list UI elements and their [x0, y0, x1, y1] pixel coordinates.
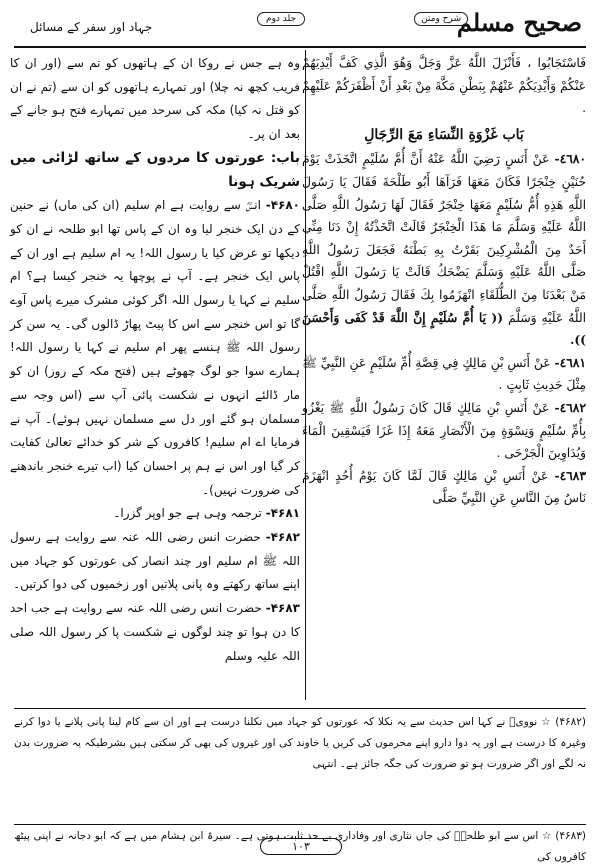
- hadith-number: ٤٦٨٣-: [554, 467, 586, 483]
- urdu-column: [10, 52, 300, 668]
- urdu-hadith-4682: [10, 526, 300, 597]
- hadith-text: انسؓ سے روایت ہے ام سلیم (ان کی ماں) نے حنین کے دن ایک خنجر لیا وہ ان کے پاس تھا ابو طلحہ نے ان کو دیکھا تو عرض کیا یا رسول اللہ! یہ ام سلیم ہے اور ان کے پاس ایک خنجر ہے۔ آپ نے پوچھا یہ خنجر کیسا ہے؟ ام سلیم نے کہا یا رسول اللہ اگر کوئی مشرک میرے پاس آوے گا تو اس خنجر سے اس کا پیٹ پھاڑ ڈالوں گی۔ یہ سن کر رسول اللہ ﷺ ہنسے پھر ام سلیم نے کہا یا رسول اللہ! ہمارے سوا جو لوگ چھوٹے ہیں (فتح مکہ کے روز) ان کو مار ڈالئے انہوں نے شکست پائی آپ سے (اس وجہ سے مسلمان ہو گئے اور دل سے مسلمان نہیں ہوئے)۔ آپ نے فرمایا اے ام سلیم! کافروں کے شر کو خدائے تعالیٰ کفایت کر گیا اور اس نے ہم پر احسان کیا (اب تیرے خنجر باندھنے کی ضرورت نہیں)۔: [10, 198, 300, 497]
- urdu-chapter-heading: باب: عورتوں کا مردوں کے ساتھ لڑائی میں شریک ہونا: [10, 149, 300, 190]
- column-divider: [305, 50, 306, 700]
- hadith-number: ۴۶۸۰-: [265, 198, 300, 213]
- hadith-number: ٤٦٨٠-: [554, 151, 586, 167]
- page-number: ۱۰۳: [260, 838, 342, 855]
- chapter-title: جہاد اور سفر کے مسائل: [30, 20, 153, 34]
- footnote-rule: [14, 708, 586, 709]
- hadith-number: ۴۶۸۱-: [265, 506, 300, 521]
- arabic-column: [302, 52, 586, 510]
- urdu-intro: وہ ہے جس نے روکا ان کے ہاتھوں کو تم سے (اور ان کا فریب کچھ نہ چلا) اور تمہارے ہاتھوں کو ان سے (تم نے ان کو قتل نہ کیا) مکہ کی سرحد میں تمہارے فتح ہو جانے کے بعد ان پر۔: [10, 56, 300, 142]
- book-title: صحيح مسلم: [456, 8, 582, 37]
- hadith-number: ٤٦٨١-: [554, 354, 586, 370]
- footnote-4682: (۴۶۸۲) ☆ نوویؒ نے کہا اس حدیث سے یہ نکلا کہ عورتوں کو جہاد میں نکلنا درست ہے اور ان سے کام لینا پانی پلانے یا دوا کرنے وغیرہ کا درست ہے اور یہ دوا دارو اپنے محرموں کی کریں یا خاوند کی اور غیروں کی بھی کر سکتی ہیں بشرطیکہ یہ ضرورت بدن نہ لگے اور اگر ضرورت ہو تو ضرورت کی جگہ جائز ہے۔ انتہی: [14, 716, 586, 770]
- hadith-text: حضرت انس رضی اللہ عنہ سے روایت ہے جب احد کا دن ہوا تو چند لوگوں نے شکست پا کر رسول اللہ صلی اللہ علیہ وسلم: [10, 601, 300, 663]
- hadith-number: ۴۶۸۲-: [265, 530, 300, 545]
- book-subtitle-badge: شرح ومتن: [414, 12, 468, 26]
- arabic-intro: فَاسْتَجَابُوا ، فَأَنْزَلَ اللَّهُ عَزَّ وَجَلَّ وَهُوَ الَّذِي كَفَّ أَيْدِيَهُمْ عَنْكُمْ وَأَيْدِيَكُمْ عَنْهُمْ بِبَطْنِ مَكَّةَ مِنْ بَعْدِ أَنْ أَظْفَرَكُمْ عَلَيْهِمْ .: [302, 56, 586, 116]
- hadith-number: ٤٦٨٢-: [554, 399, 586, 415]
- page-header: [12, 8, 588, 48]
- footnote-4683: (۴۶۸۳) ☆ اس سے ابو طلحہؓ کی جاں نثاری اور وفاداری بے حد ثابت ہوتی ہے۔ سیرۃ ابن ہشام میں ہے کہ ابو دجانہ نے اپنی پیٹھ کافروں کی: [14, 830, 586, 863]
- footnote-rule-secondary: [14, 824, 586, 825]
- footnotes: [14, 712, 586, 775]
- hadith-text: عَنْ أَنَسِ بْنِ مَالِكٍ فِي قِصَّةِ أُمِّ سُلَيْمٍ عَنِ النَّبِيِّ ﷺ مِثْلَ حَدِيثِ ثَابِتٍ .: [302, 355, 586, 393]
- arabic-hadith-4681: [302, 352, 586, 397]
- urdu-hadith-4681: [10, 502, 300, 526]
- arabic-chapter-heading: بَاب غَزْوَةِ النِّسَاءِ مَعَ الرِّجَالِ: [364, 126, 524, 143]
- hadith-text: حضرت انس رضی اللہ عنہ سے روایت ہے رسول اللہ ﷺ ام سلیم اور چند انصار کی عورتوں کو جہاد میں اپنے ساتھ رکھتے وہ پانی پلاتیں اور زخمیوں کی دوا کرتیں۔: [10, 530, 300, 592]
- hadith-text: عَنْ أَنَسٍ رَضِيَ اللَّهُ عَنْهُ أَنَّ أُمَّ سُلَيْمٍ اتَّخَذَتْ يَوْمَ حُنَيْنٍ خِنْجَرًا فَكَانَ مَعَهَا فَرَآهَا أَبُو طَلْحَةَ فَقَالَ يَا رَسُولَ اللَّهِ هَذِهِ أُمُّ سُلَيْمٍ مَعَهَا خِنْجَرٌ فَقَالَ لَهَا رَسُولُ اللَّهِ صَلَّى اللَّهُ عَلَيْهِ وَسَلَّمَ مَا هَذَا الْخِنْجَرُ قَالَتْ اتَّخَذْتُهُ إِنْ دَنَا مِنِّي أَحَدٌ مِنَ الْمُشْرِكِينَ بَقَرْتُ بِهِ بَطْنَهُ فَجَعَلَ رَسُولُ اللَّهِ صَلَّى اللَّهُ عَلَيْهِ وَسَلَّمَ يَضْحَكُ قَالَتْ يَا رَسُولَ اللَّهِ اقْتُلْ مَنْ بَعْدَنَا مِنَ الطُّلَقَاءِ انْهَزَمُوا بِكَ فَقَالَ رَسُولُ اللَّهِ صَلَّى اللَّهُ عَلَيْهِ وَسَلَّمَ: [302, 152, 586, 325]
- arabic-hadith-4682: [302, 397, 586, 465]
- hadith-text: عَنْ أَنَسِ بْنِ مَالِكٍ قَالَ لَمَّا كَانَ يَوْمُ أُحُدٍ انْهَزَمَ نَاسٌ مِنَ النَّاسِ عَنِ النَّبِيِّ صَلَّى: [302, 468, 586, 506]
- header-rule: [14, 46, 586, 48]
- volume-badge: جلد دوم: [257, 12, 305, 26]
- urdu-hadith-4683: [10, 597, 300, 668]
- arabic-hadith-4680: [302, 148, 586, 351]
- urdu-hadith-4680: [10, 194, 300, 502]
- hadith-text: عَنْ أَنَسِ بْنِ مَالِكٍ قَالَ كَانَ رَسُولُ اللَّهِ ﷺ يَغْزُو بِأُمِّ سُلَيْمٍ وَنِسْوَةٍ مِنَ الْأَنْصَارِ مَعَهُ إِذَا غَزَا فَيَسْقِينَ الْمَاءَ وَيُدَاوِينَ الْجَرْحَى .: [302, 400, 586, 461]
- hadith-text: ترجمہ وہی ہے جو اوپر گزرا۔: [113, 506, 262, 521]
- arabic-hadith-4683: [302, 465, 586, 510]
- hadith-quote: (( يَا أُمَّ سُلَيْمٍ إِنَّ اللَّهَ قَدْ كَفَى وَأَحْسَنَ )).: [302, 309, 586, 348]
- hadith-number: ۴۶۸۳-: [265, 601, 300, 616]
